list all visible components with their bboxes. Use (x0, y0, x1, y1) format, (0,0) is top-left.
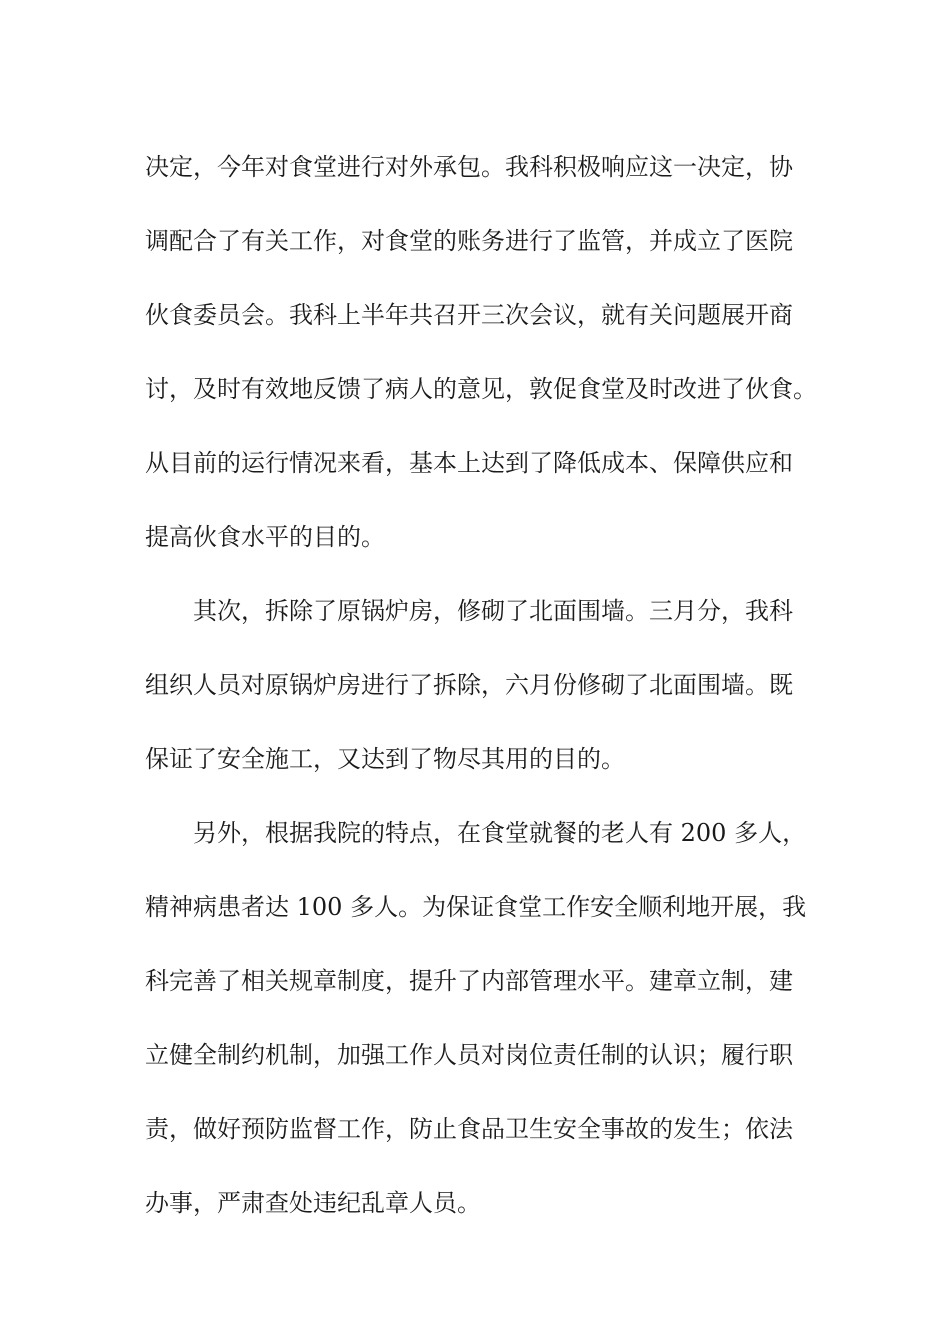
text-line-7: 其次，拆除了原锅炉房，修砌了北面围墙。三月分，我科 (193, 597, 793, 625)
text-line-10: 另外，根据我院的特点，在食堂就餐的老人有 200 多人， (193, 819, 807, 847)
text-line-11: 精神病患者达 100 多人。为保证食堂工作安全顺利地开展，我 (145, 893, 807, 921)
text-line-12: 科完善了相关规章制度，提升了内部管理水平。建章立制，建 (145, 967, 793, 995)
text-line-3: 伙食委员会。我科上半年共召开三次会议，就有关问题展开商 (145, 301, 793, 329)
text-line-13: 立健全制约机制，加强工作人员对岗位责任制的认识；履行职 (145, 1041, 793, 1069)
text-line-2: 调配合了有关工作，对食堂的账务进行了监管，并成立了医院 (145, 227, 793, 255)
text-line-4: 讨，及时有效地反馈了病人的意见，敦促食堂及时改进了伙食。 (145, 375, 817, 403)
document-body (145, 130, 825, 1240)
text-line-5: 从目前的运行情况来看，基本上达到了降低成本、保障供应和 (145, 449, 793, 477)
text-line-15: 办事，严肃查处违纪乱章人员。 (145, 1189, 481, 1217)
text-line-6: 提高伙食水平的目的。 (145, 523, 385, 551)
text-line-1: 决定，今年对食堂进行对外承包。我科积极响应这一决定，协 (145, 153, 793, 181)
text-line-8: 组织人员对原锅炉房进行了拆除，六月份修砌了北面围墙。既 (145, 671, 793, 699)
text-line-9: 保证了安全施工，又达到了物尽其用的目的。 (145, 745, 625, 773)
text-line-14: 责，做好预防监督工作，防止食品卫生安全事故的发生；依法 (145, 1115, 793, 1143)
